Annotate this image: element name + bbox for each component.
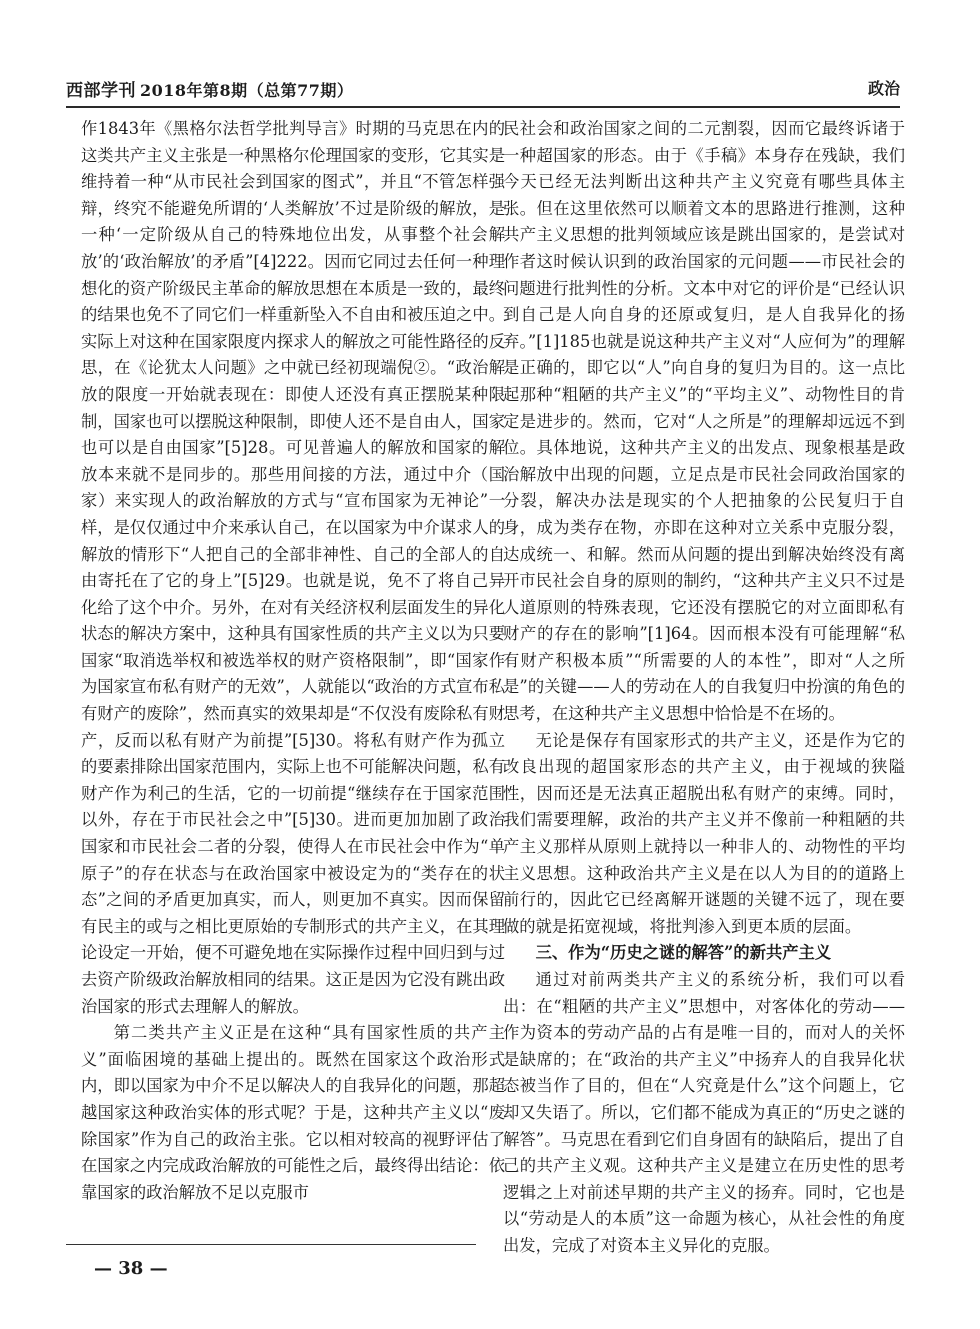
right-column	[503, 116, 905, 1260]
page-header	[66, 66, 900, 108]
paragraph: 通过对前两类共产主义的系统分析，我们可以看出：在“粗陋的共产主义”思想中，对客体化的劳动——作为资本的劳动产品的占有是唯一目的，而对人的关怀是缺席的；在“政治的共产主义”中扬弃人的自我异化状态被当作了目的，但在“人究竟是什么”这个问题上，它却又失语了。所以，它们都不能成为真正的“历史之谜的解答”。马克思在看到它们自身固有的缺陷后，提出了自己的共产主义观。这种共产主义是建立在历史性的思考逻辑之上对前述早期的共产主义的扬弃。同时，它也是以“劳动是人的本质”这一命题为核心，从社会性的角度出发，完成了对资本主义异化的克服。	[503, 970, 905, 1255]
section-label: 政治	[867, 79, 900, 98]
issue-info: 2018年第8期（总第77期）	[140, 81, 354, 100]
paragraph: 作1843年《黑格尔法哲学批判导言》时期的马克思在内的这类共产主义主张是一种黑格尔伦理国家的变形，它其实是维持着一种“从市民社会到国家的图式”，并且“不管怎样强辩，终究不能避免所谓的‘人类解放’不过是阶级的解放，是一种‘一定阶级从自己的特殊地位出发，从事整个社会解放’的‘政治解放’的矛盾”[4]222。因而它同过去任何一种理想化的资产阶级民主革命的解放思想在本质是一致的，最终的结果也免不了同它们一样重新坠入不自由和被压迫之中。实际上对这种在国家限度内探求人的解放之可能性路径的反思，在《论犹太人问题》之中就已经初现端倪②。“政治解放的限度一开始就表现在：即使人还没有真正摆脱某种限制，国家也可以摆脱这种限制，即使人还不是自由人，国家也可以是自由国家”[5]28。可见普遍人的解放和国家的解放本来就不是同步的。那些用间接的方法，通过中介（国家）来实现人的政治解放的方式与“宣布国家为无神论”一样，是仅仅通过中介来承认自己，在以国家为中介谋求人的解放的情形下“人把自己的全部非神性、自己的全部人的自由寄托在了它的身上”[5]29。也就是说，免不了将自己异化给了这个中介。另外，在对有关经济权利层面发生的异化状态的解决方案中，这种具有国家性质的共产主义以为只要国家“取消选举权和被选举权的财产资格限制”，即“国家作为国家宣布私有财产的无效”，人就能以“政治的方式宣布私有财产的废除”，然而真实的效果却是“不仅没有废除私有财产，反而以私有财产为前提”[5]30。将私有财产作为孤立的要素排除出国家范围内，实际上也不可能解决问题，私有财产作为利己的生活，它的一切前提“继续存在于国家范围以外，存在于市民社会之中”[5]30。进而更加加剧了政治国家和市民社会二者的分裂，使得人在市民社会中作为“单原子”的存在状态与在政治国家中被设定为的“类存在的状态”之间的矛盾更加真实，而人，则更加不真实。因而保留有民主的或与之相比更原始的专制形式的共产主义，在其理论设定一开始，便不可避免地在实际操作过程中回归到与过去资产阶级政治解放相同的结果。这正是因为它没有跳出政治国家的形式去理解人的解放。	[81, 119, 505, 1016]
paragraph: 第二类共产主义正是在这种“具有国家性质的共产主义”面临困境的基础上提出的。既然在国家这个政治形式内，即以国家为中介不足以解决人的自我异化的问题，那超越国家这种政治实体的形式呢？于是，这种共产主义以“废除国家”作为自己的政治主张。它以相对较高的视野评估了在国家之内完成政治解放的可能性之后，最终得出结论：依靠国家的政治解放不足以克服市	[81, 1023, 505, 1202]
paragraph: 无论是保存有国家形式的共产主义，还是作为它的改良出现的超国家形态的共产主义，由于视域的狭隘性，因而还是无法真正超脱出私有财产的束缚。同时，我们需要理解，政治的共产主义并不像前一种粗陋的共产主义那样从原则上就持以一种非人的、动物性的平均主义思想。这种政治共产主义是在以人为目的的道路上前行的，因此它已经离解开谜题的关键不远了，现在要做的就是拓宽视域，将批判渗入到更本质的层面。	[503, 730, 905, 936]
left-column	[81, 116, 505, 1206]
paragraph: 民社会和政治国家之间的二元割裂，因而它最终诉诸于一种超国家的形态。由于《手稿》本身存在残缺，我们今天已经无法判断出这种共产主义究竟有哪些具体主张。但在这里依然可以顺着文本的思路进行推测，这种共产主义思想的批判领域应该是跳出国家的，是尝试对作者这时候认识到的政治国家的元问题——市民社会的问题进行批判性的分析。文本中对它的评价是“已经认识到自己是人向自身的还原或复归，是人自我异化的扬弃。”[1]185也就是说这种共产主义对“人应何为”的理解是正确的，即它以“人”向自身的复归为目的。这一点比起那种“粗陋的共产主义”的“平均主义”、动物性目的肯定是进步的。然而，它对“人之所是”的理解却远远不到位。具体地说，这种共产主义的出发点、现象根基是政治解放中出现的问题，立足点是市民社会同政治国家的分裂，解决办法是现实的个人把抽象的公民复归于自身，成为类存在物，亦即在这种对立关系中克服分裂，达成统一、和解。然而从问题的提出到解决始终没有离开市民社会自身的原则的制约，“这种共产主义只不过是人道原则的特殊表现，它还没有摆脱它的对立面即私有财产的存在的影响”[1]64。因而根本没有可能理解“私有财产积极本质”“所需要的人的本性”，即对“人之所是”的关键——人的劳动在人的自我复归中扮演的角色的思考，在这种共产主义思想中恰恰是不在场的。	[503, 119, 905, 724]
footer-rule	[66, 1244, 476, 1245]
page-number: — 38 —	[94, 1258, 168, 1279]
journal-logo: 西部学刊	[66, 81, 136, 101]
journal-header	[66, 76, 353, 101]
section-heading: 三、作为“历史之谜的解答”的新共产主义	[535, 943, 832, 963]
